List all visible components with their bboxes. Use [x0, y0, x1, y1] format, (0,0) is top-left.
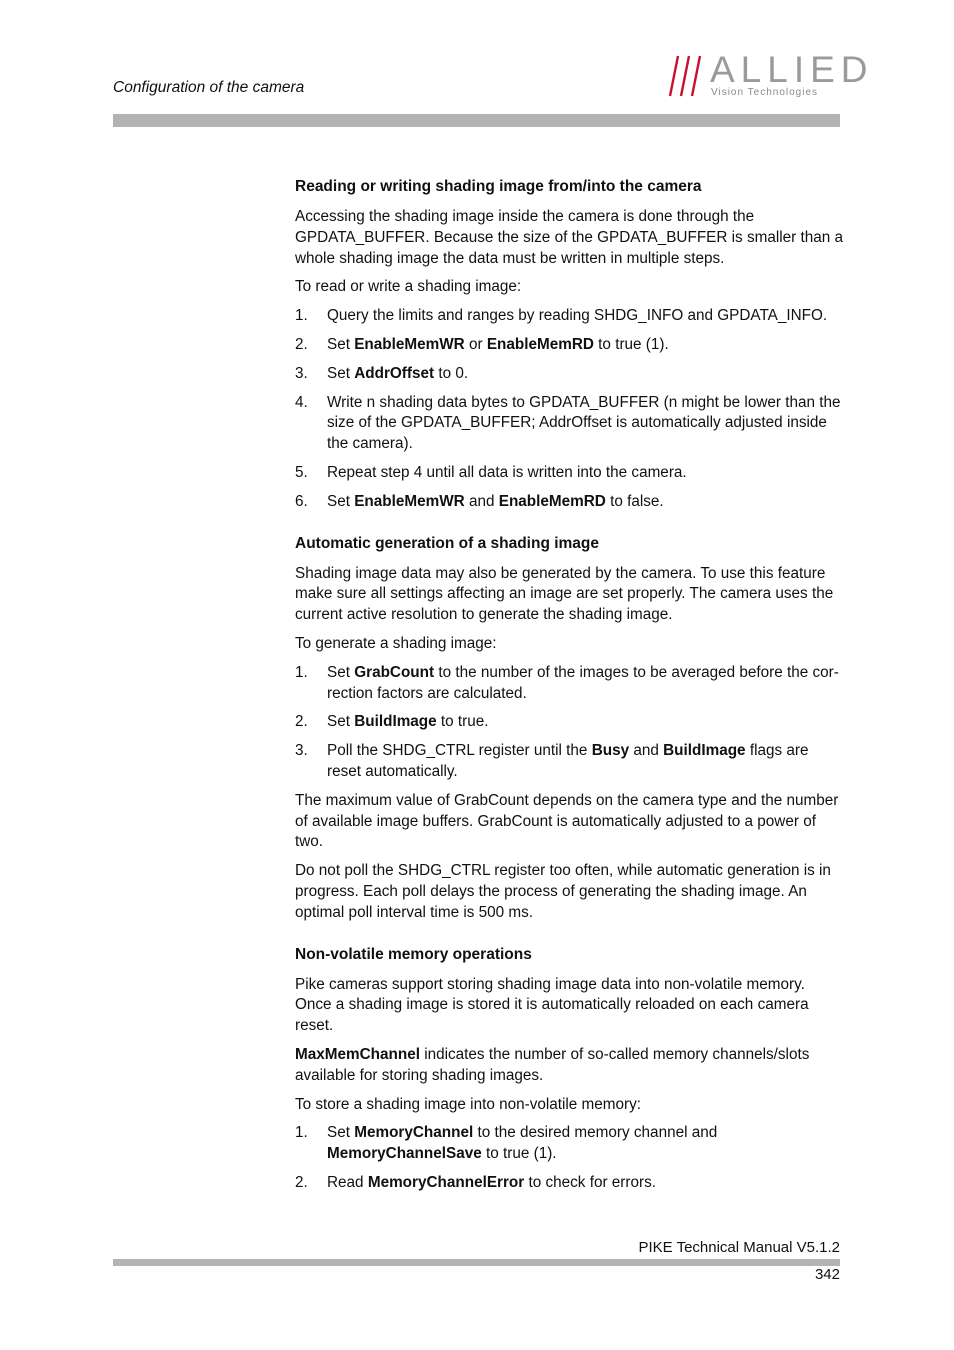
paragraph: Accessing the shading image inside the camera is done through the GPDATA_BUFFER. Because the size of the GPDATA_BUFFER is smaller than a whole shading image the data must be written in multiple steps.	[295, 208, 844, 267]
paragraph: To generate a shading image:	[295, 634, 497, 652]
paragraph: The maximum value of GrabCount depends on the camera type and the number of available image buffers. GrabCount is automatically adjusted to a power of two.	[295, 791, 839, 851]
steps-list-auto	[295, 663, 845, 783]
paragraph: Shading image data may also be generated by the camera. To use this feature make sure all settings affecting an image are set properly. The camera uses the current active resolution to generate the shading image.	[295, 564, 834, 624]
main-content	[295, 176, 845, 1202]
list-item: 3. Set AddrOffset to 0.	[295, 364, 469, 382]
list-item: 2. Set EnableMemWR or EnableMemRD to true (1).	[295, 335, 669, 353]
logo-word: ALLIED	[710, 49, 874, 90]
list-item: 2. Set BuildImage to true.	[295, 713, 489, 731]
list-item: 1. Set MemoryChannel to the desired memory channel and MemoryChannelSave to true (1).	[295, 1124, 718, 1163]
paragraph: Pike cameras support storing shading image data into non-volatile memory. Once a shading image is stored it is automatically reloaded on each camera reset.	[295, 975, 809, 1035]
paragraph: To read or write a shading image:	[295, 278, 522, 296]
list-item: 6. Set EnableMemWR and EnableMemRD to false.	[295, 492, 664, 510]
footer-bar	[113, 1259, 840, 1266]
steps-list-nv	[295, 1123, 845, 1193]
list-item: 5. Repeat step 4 until all data is written into the camera.	[295, 463, 687, 481]
section-heading-auto: Automatic generation of a shading image	[295, 534, 600, 552]
paragraph: MaxMemChannel indicates the number of so-called memory channels/slots available for storing shading images.	[295, 1045, 810, 1084]
list-item: 1. Query the limits and ranges by reading SHDG_INFO and GPDATA_INFO.	[295, 307, 828, 325]
header-bar	[113, 114, 840, 127]
page-number: 342	[814, 1266, 840, 1283]
logo-slashes-icon	[668, 52, 710, 98]
list-item: 1. Set GrabCount to the number of the images to be averaged before the cor-rection factors are calculated.	[295, 663, 839, 702]
allied-logo	[668, 49, 874, 102]
steps-list-rw	[295, 306, 845, 512]
list-item: 4. Write n shading data bytes to GPDATA_BUFFER (n might be lower than the size of the GPDATA_BUFFER; AddrOffset is automatically adjusted inside the camera).	[295, 393, 841, 453]
list-item: 2. Read MemoryChannelError to check for errors.	[295, 1173, 656, 1191]
list-item: 3. Poll the SHDG_CTRL register until the Busy and BuildImage flags are reset automatically.	[295, 742, 809, 780]
footer-title: PIKE Technical Manual V5.1.2	[638, 1239, 840, 1256]
section-heading-rw: Reading or writing shading image from/into the camera	[295, 178, 702, 195]
running-header: Configuration of the camera	[113, 79, 305, 96]
section-heading-nv: Non-volatile memory operations	[295, 945, 532, 963]
logo-subtitle: Vision Technologies	[711, 87, 819, 98]
paragraph: Do not poll the SHDG_CTRL register too often, while automatic generation is in progress. Each poll delays the process of generating the shading image. An optimal poll interval time is 500 ms.	[295, 862, 831, 921]
paragraph: To store a shading image into non-volatile memory:	[295, 1095, 642, 1113]
